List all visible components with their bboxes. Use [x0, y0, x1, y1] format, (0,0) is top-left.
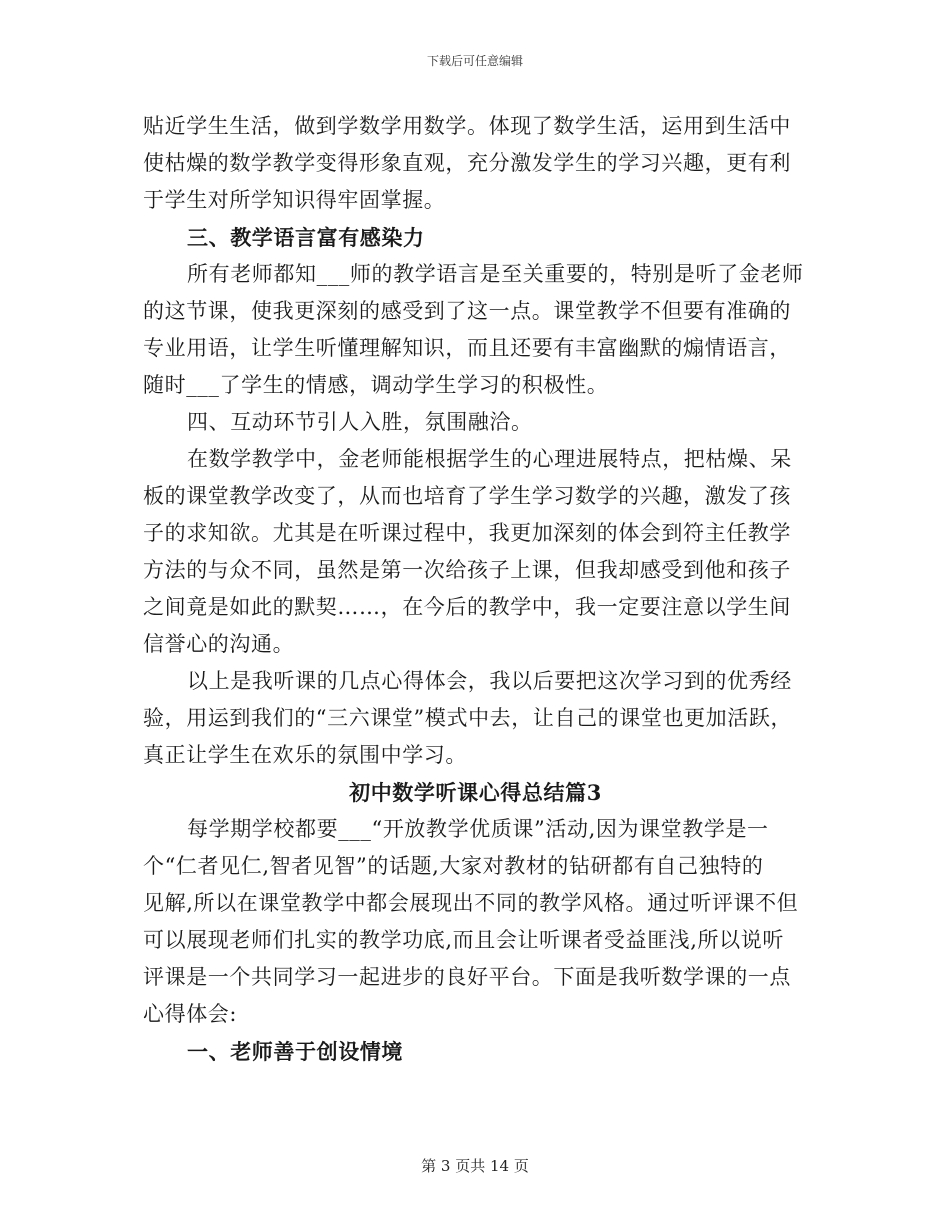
paragraph-line: 个“仁者见仁,智者见智”的话题,大家对教材的钻研都有自己独特的 — [143, 854, 764, 878]
paragraph-line: 方法的与众不同，虽然是第一次给孩子上课，但我却感受到他和孩子 — [143, 558, 791, 582]
page-header: 下载后可任意编辑 — [426, 54, 523, 68]
paragraph-line: 专业用语，让学生听懂理解知识，而且还要有丰富幽默的煽情语言， — [143, 336, 791, 360]
paragraph-line: 子的求知欲。尤其是在听课过程中，我更加深刻的体会到符主任教学 — [143, 521, 791, 545]
article-title: 初中数学听课心得总结篇3 — [349, 780, 602, 805]
section-heading: 一、老师善于创设情境 — [187, 1039, 403, 1064]
paragraph-line: 验，用运到我们的“三六课堂”模式中去，让自己的课堂也更加活跃， — [143, 706, 793, 730]
paragraph-line: 评课是一个共同学习一起进步的良好平台。下面是我听数学课的一点 — [143, 965, 791, 989]
document-body — [143, 108, 808, 1070]
paragraph-line: 板的课堂教学改变了，从而也培育了学生学习数学的兴趣，激发了孩 — [143, 484, 791, 508]
paragraph-line: 随时___了学生的情感，调动学生学习的积极性。 — [143, 373, 609, 397]
paragraph-line: 可以展现老师们扎实的教学功底,而且会让听课者受益匪浅,所以说听 — [143, 928, 784, 952]
paragraph-line: 心得体会: — [143, 1002, 238, 1026]
paragraph-line: 的这节课，使我更深刻的感受到了这一点。课堂教学不但要有准确的 — [143, 299, 791, 323]
page-footer: 第 3 页共 14 页 — [421, 1157, 529, 1175]
paragraph-line: 在数学教学中，金老师能根据学生的心理进展特点，把枯燥、呆 — [187, 447, 792, 471]
paragraph-line: 贴近学生生活，做到学数学用数学。体现了数学生活，运用到生活中 — [143, 114, 791, 138]
paragraph-line: 以上是我听课的几点心得体会，我以后要把这次学习到的优秀经 — [187, 669, 792, 693]
paragraph-line: 每学期学校都要___“开放教学优质课”活动,因为课堂教学是一 — [187, 817, 769, 841]
paragraph-line: 所有老师都知___师的教学语言是至关重要的，特别是听了金老师 — [187, 262, 804, 286]
paragraph-line: 之间竟是如此的默契……，在今后的教学中，我一定要注意以学生间 — [143, 595, 791, 619]
section-heading: 三、教学语言富有感染力 — [187, 225, 425, 250]
paragraph-line: 见解,所以在课堂教学中都会展现出不同的教学风格。通过听评课不但 — [143, 891, 799, 915]
paragraph-line: 真正让学生在欢乐的氛围中学习。 — [143, 743, 467, 767]
paragraph-line: 于学生对所学知识得牢固掌握。 — [143, 188, 446, 212]
paragraph-line: 使枯燥的数学教学变得形象直观，充分激发学生的学习兴趣，更有利 — [143, 151, 791, 175]
section-heading: 四、互动环节引人入胜，氛围融洽。 — [187, 410, 533, 434]
paragraph-line: 信誉心的沟通。 — [143, 632, 295, 656]
